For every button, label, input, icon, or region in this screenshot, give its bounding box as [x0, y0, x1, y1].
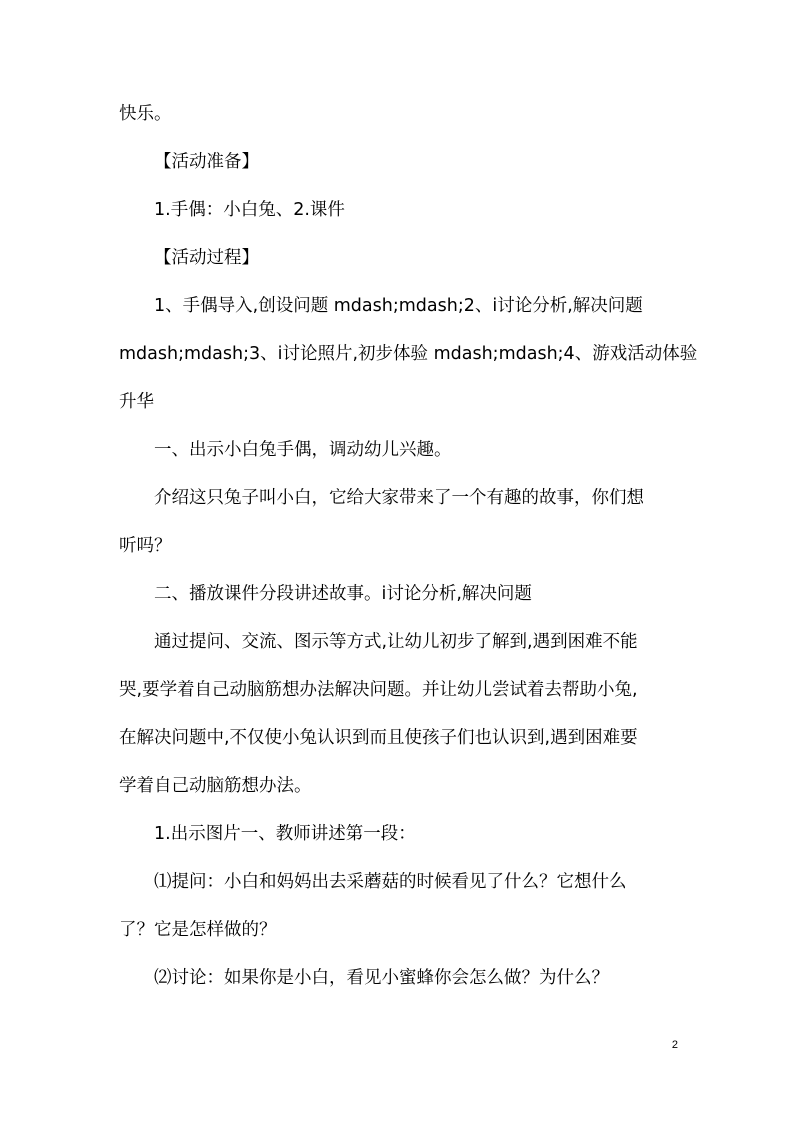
text-line: 快乐。: [119, 104, 172, 124]
document-body: [119, 90, 698, 1002]
text-line: 一、出示小白兔手偶，调动幼儿兴趣。: [154, 440, 452, 460]
section-heading-preparation: 【活动准备】: [154, 152, 259, 172]
section-heading-process: 【活动过程】: [154, 248, 259, 268]
text-line: 听吗？: [119, 536, 172, 556]
text-line: 1、手偶导入,创设问题 mdash;mdash;2、i讨论分析,解决问题: [154, 296, 643, 316]
text-line: 了？它是怎样做的？: [119, 920, 277, 940]
text-line: mdash;mdash;3、i讨论照片,初步体验 mdash;mdash;4、游戏活动体验: [119, 344, 698, 364]
text-line: 升华: [119, 392, 154, 412]
text-line: ⑴提问：小白和妈妈出去采蘑菇的时候看见了什么？它想什么: [154, 872, 627, 892]
text-line: 通过提问、交流、图示等方式,让幼儿初步了解到,遇到困难不能: [154, 632, 638, 652]
text-line: 学着自己动脑筋想办法。: [119, 776, 312, 796]
text-line: 二、播放课件分段讲述故事。i讨论分析,解决问题: [154, 584, 532, 604]
text-line: 1.手偶：小白兔、2.课件: [154, 200, 345, 220]
text-line: 介绍这只兔子叫小白，它给大家带来了一个有趣的故事，你们想: [154, 488, 644, 508]
page-number: 2: [671, 1039, 678, 1051]
text-line: 1.出示图片一、教师讲述第一段：: [154, 824, 416, 844]
text-line: 在解决问题中,不仅使小兔认识到而且使孩子们也认识到,遇到困难要: [119, 728, 638, 748]
text-line: 哭,要学着自己动脑筋想办法解决问题。并让幼儿尝试着去帮助小兔,: [119, 680, 638, 700]
text-line: ⑵讨论：如果你是小白，看见小蜜蜂你会怎么做？为什么？: [154, 968, 609, 988]
